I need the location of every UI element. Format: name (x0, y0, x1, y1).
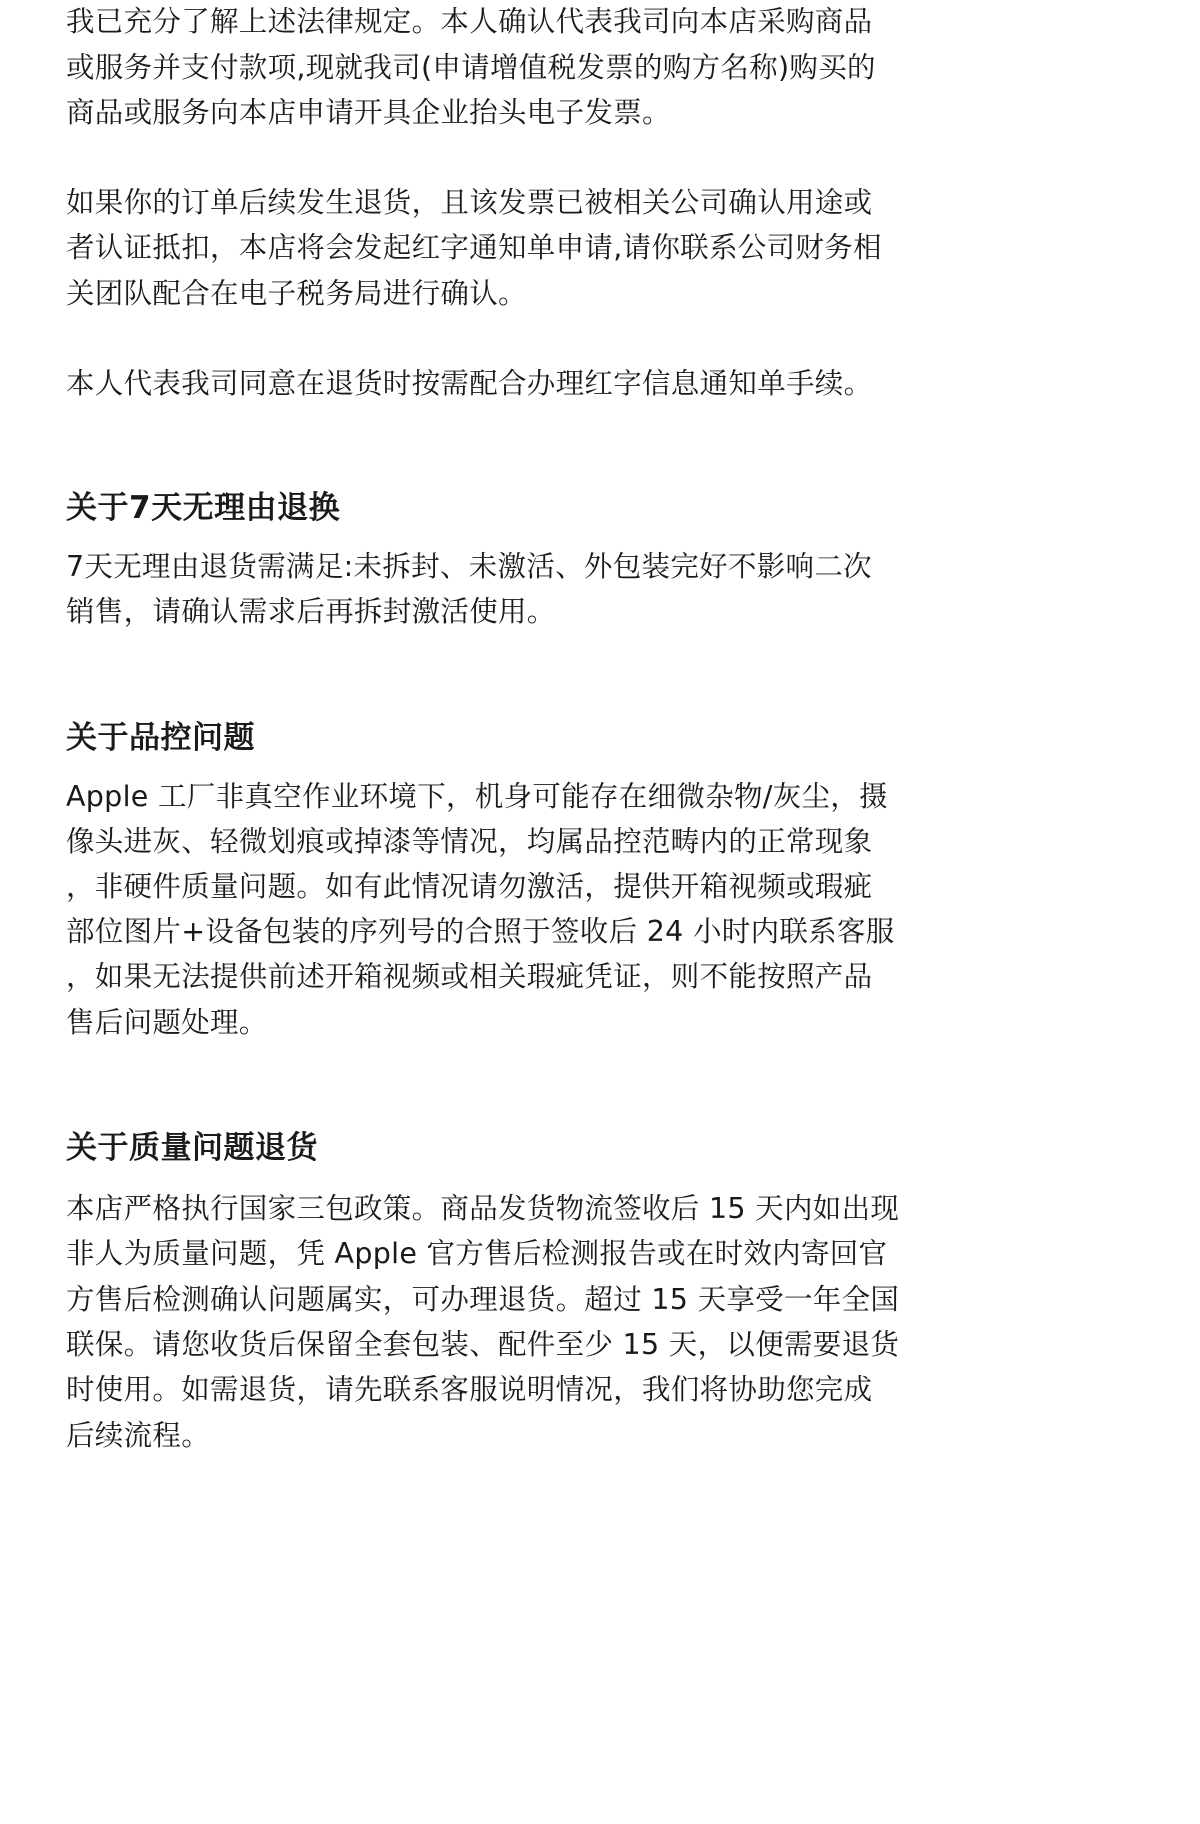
paragraph-line: 销售，请确认需求后再拆封激活使用。 (66, 595, 556, 628)
paragraph-line: 本店严格执行国家三包政策。商品发货物流签收后 15 天内如出现 (66, 1192, 900, 1225)
section-heading: 关于7天无理由退换 (66, 490, 341, 526)
paragraph-line: 或服务并支付款项,现就我司(申请增值税发票的购方名称)购买的 (66, 51, 876, 84)
section-heading: 关于品控问题 (66, 720, 255, 756)
paragraph-line: 售后问题处理。 (66, 1006, 268, 1039)
section-heading: 关于质量问题退货 (66, 1130, 318, 1166)
paragraph-line: 商品或服务向本店申请开具企业抬头电子发票。 (66, 96, 671, 129)
paragraph-line: 方售后检测确认问题属实，可办理退货。超过 15 天享受一年全国 (66, 1283, 900, 1316)
paragraph-line: 7天无理由退货需满足:未拆封、未激活、外包装完好不影响二次 (66, 550, 872, 583)
paragraph-line: ，如果无法提供前述开箱视频或相关瑕疵凭证，则不能按照产品 (66, 960, 873, 993)
paragraph-line: Apple 工厂非真空作业环境下，机身可能存在细微杂物/灰尘，摄 (66, 780, 888, 813)
paragraph-line: ，非硬件质量问题。如有此情况请勿激活，提供开箱视频或瑕疵 (66, 870, 873, 903)
paragraph-line: 者认证抵扣，本店将会发起红字通知单申请,请你联系公司财务相 (66, 231, 882, 264)
paragraph-line: 关团队配合在电子税务局进行确认。 (66, 277, 527, 310)
paragraph-line: 本人代表我司同意在退货时按需配合办理红字信息通知单手续。 (66, 367, 873, 400)
paragraph-line: 如果你的订单后续发生退货，且该发票已被相关公司确认用途或 (66, 186, 873, 219)
paragraph-line: 后续流程。 (66, 1419, 211, 1452)
paragraph-line: 非人为质量问题，凭 Apple 官方售后检测报告或在时效内寄回官 (66, 1237, 888, 1270)
paragraph-line: 部位图片+设备包装的序列号的合照于签收后 24 小时内联系客服 (66, 915, 895, 948)
paragraph-line: 时使用。如需退货，请先联系客服说明情况，我们将协助您完成 (66, 1373, 873, 1406)
paragraph-line: 像头进灰、轻微划痕或掉漆等情况，均属品控范畴内的正常现象 (66, 825, 873, 858)
paragraph-line: 我已充分了解上述法律规定。本人确认代表我司向本店采购商品 (66, 5, 873, 38)
paragraph-line: 联保。请您收货后保留全套包装、配件至少 15 天，以便需要退货 (66, 1328, 900, 1361)
